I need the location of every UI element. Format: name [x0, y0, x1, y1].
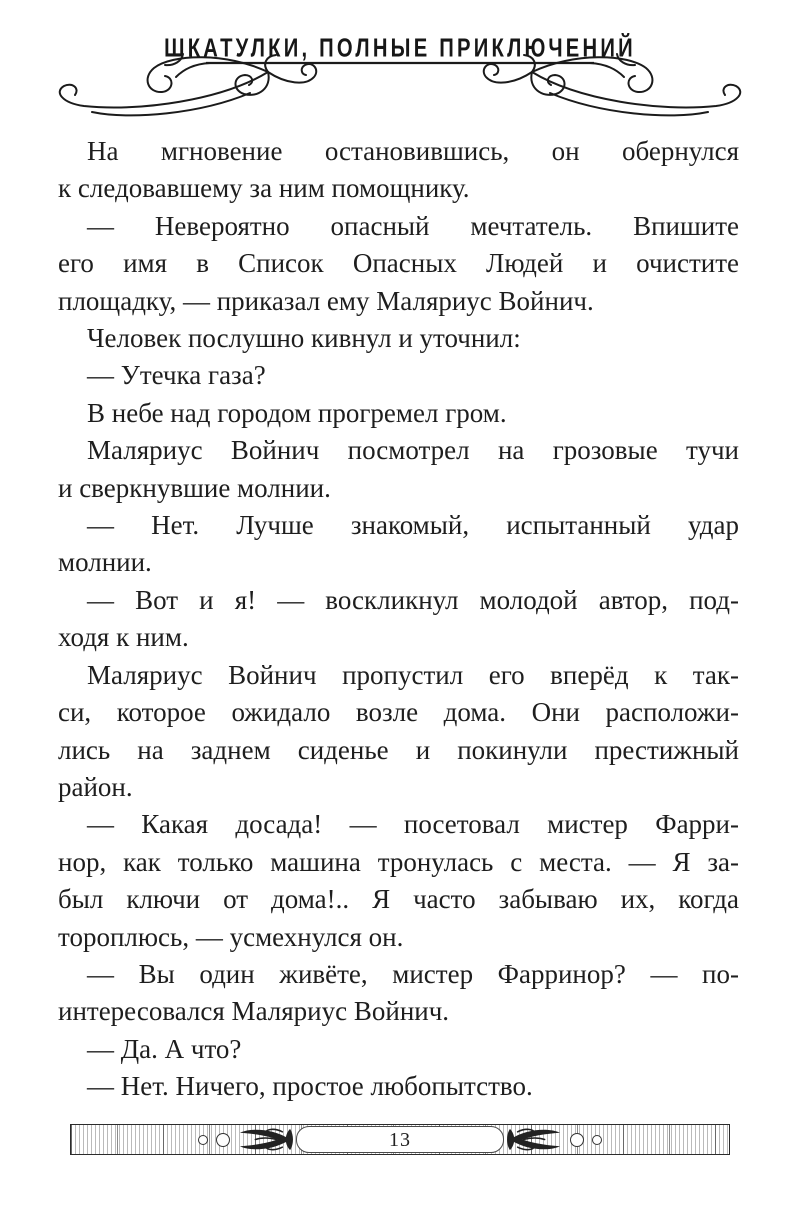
body-text [58, 133, 739, 1106]
header-flourish-ornament [0, 48, 800, 122]
text-line: — Да. А что? [87, 1033, 242, 1064]
text-line: нор, как только машина тронулась с места. — Я за- [58, 846, 739, 877]
text-line: к следовавшему за ним помощнику. [58, 173, 470, 204]
text-line: район. [58, 771, 133, 802]
circle-ornament [570, 1133, 584, 1147]
text-line: В небе над городом прогремел гром. [87, 397, 507, 428]
text-line: — Невероятно опасный мечтатель. Впишите [87, 210, 739, 241]
text-line: был ключи от дома!.. Я часто забываю их, когда [58, 884, 739, 915]
circle-ornament [592, 1135, 602, 1145]
palmette-ornament-left [234, 1126, 296, 1153]
text-line: — Нет. Ничего, простое любопытство. [87, 1071, 533, 1102]
circle-ornament [216, 1133, 230, 1147]
text-line: — Вот и я! — воскликнул молодой автор, под- [87, 584, 739, 615]
text-line: — Утечка газа? [87, 360, 266, 391]
text-line: На мгновение остановившись, он обернулся [87, 136, 739, 166]
text-line: Маляриус Войнич посмотрел на грозовые тучи [87, 435, 739, 466]
text-line: — Нет. Лучше знакомый, испытанный удар [87, 510, 739, 541]
footer-ornament-band [70, 1124, 730, 1155]
text-line: Человек послушно кивнул и уточнил: [87, 323, 521, 354]
text-line: — Какая досада! — посетовал мистер Фарри- [87, 809, 739, 840]
page-number: 13 [389, 1128, 411, 1151]
text-line: молнии. [58, 547, 152, 578]
palmette-ornament-right [504, 1126, 566, 1153]
text-line: площадку, — приказал ему Маляриус Войнич. [58, 285, 594, 316]
text-line: ходя к ним. [58, 622, 189, 653]
text-line: и сверкнувшие молнии. [58, 472, 331, 503]
text-line: си, которое ожидало возле дома. Они расположи- [58, 697, 739, 728]
text-line: тороплюсь, — усмехнулся он. [58, 921, 404, 952]
circle-ornament [198, 1135, 208, 1145]
text-line: — Вы один живёте, мистер Фарринор? — по- [87, 958, 739, 989]
text-line: его имя в Список Опасных Людей и очистите [58, 248, 739, 279]
text-line: Маляриус Войнич пропустил его вперёд к так- [87, 659, 739, 690]
text-line: лись на заднем сиденье и покинули престижный [58, 734, 739, 765]
page-number-pill [296, 1126, 504, 1153]
running-title: ШКАТУЛКИ, ПОЛНЫЕ ПРИКЛЮЧЕНИЙ [164, 33, 636, 63]
text-line: интересовался Маляриус Войнич. [58, 996, 450, 1027]
